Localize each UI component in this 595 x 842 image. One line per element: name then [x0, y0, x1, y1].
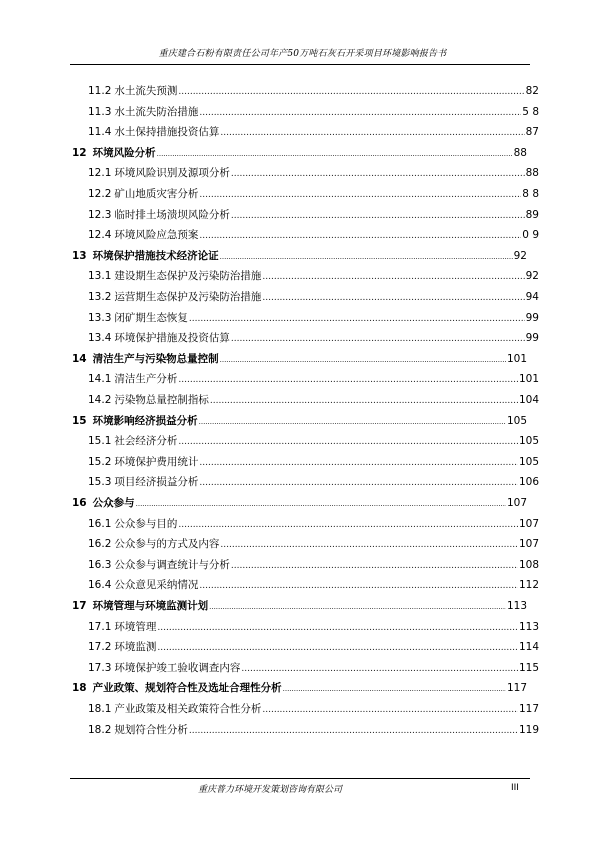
toc-entry-page: 8 8: [522, 188, 539, 200]
toc-entry-number: 15.3: [88, 476, 112, 489]
toc-entry-title: 公众参与目的: [114, 517, 178, 530]
toc-dot-leader: [178, 435, 518, 449]
toc-entry-title: 环境风险分析: [92, 146, 156, 159]
toc-entry-page: 88: [513, 146, 527, 159]
toc-dot-leader: [210, 394, 518, 408]
toc-entry-number: 13.4: [88, 332, 112, 345]
toc-section-entry[interactable]: [88, 105, 539, 120]
toc-entry-page: 107: [518, 538, 539, 551]
toc-dot-leader: [199, 476, 518, 490]
toc-entry-page: 107: [518, 517, 539, 530]
toc-entry-title: 环境风险应急预案: [114, 229, 199, 242]
toc-dot-leader: [231, 167, 525, 181]
toc-entry-title: 环境保护竣工验收调查内容: [114, 661, 241, 674]
toc-entry-page: 105: [518, 435, 539, 448]
toc-section-entry[interactable]: [88, 166, 539, 181]
toc-entry-number: 18.2: [88, 723, 112, 736]
toc-section-entry[interactable]: [88, 331, 539, 346]
toc-entry-number: 15.2: [88, 455, 112, 468]
toc-section-entry[interactable]: [88, 620, 539, 635]
toc-dot-leader: [199, 415, 506, 429]
toc-entry-title: 环境保护措施技术经济论证: [92, 249, 219, 262]
toc-dot-leader: [231, 332, 525, 346]
toc-entry-page: 92: [525, 270, 539, 283]
toc-chapter-entry[interactable]: [72, 249, 527, 264]
toc-entry-number: 16.2: [88, 538, 112, 551]
toc-entry-number: 17.1: [88, 620, 112, 633]
toc-entry-title: 水土保持措施投资估算: [114, 126, 220, 139]
toc-entry-number: 13: [72, 249, 87, 262]
toc-entry-page: 5 8: [522, 105, 539, 118]
toc-entry-page: 99: [525, 332, 539, 345]
toc-entry-title: 公众参与: [92, 497, 135, 509]
toc-entry-title: 项目经济损益分析: [114, 476, 199, 489]
toc-entry-page: 113: [518, 620, 539, 633]
toc-entry-page: 94: [525, 291, 539, 303]
toc-entry-title: 水土流失预测: [114, 85, 178, 97]
toc-section-entry[interactable]: [88, 290, 539, 305]
toc-entry-title: 清洁生产分析: [114, 373, 178, 386]
toc-section-entry[interactable]: [88, 475, 539, 490]
toc-dot-leader: [241, 662, 518, 676]
toc-entry-number: 16.1: [88, 517, 112, 530]
toc-entry-number: 12.4: [88, 229, 112, 242]
toc-section-entry[interactable]: [88, 393, 539, 408]
toc-entry-number: 16.4: [88, 579, 112, 592]
toc-entry-title: 清洁生产与污染物总量控制: [92, 352, 219, 365]
toc-entry-page: 105: [518, 455, 539, 468]
toc-dot-leader: [262, 703, 518, 717]
toc-entry-number: 18: [72, 682, 87, 695]
toc-section-entry[interactable]: [88, 208, 539, 223]
toc-entry-page: 0 9: [522, 229, 539, 242]
toc-section-entry[interactable]: [88, 269, 539, 284]
toc-entry-number: 13.3: [88, 311, 112, 324]
header-divider: [70, 64, 530, 65]
toc-dot-leader: [189, 312, 525, 326]
toc-entry-page: 113: [506, 600, 527, 612]
toc-dot-leader: [157, 641, 518, 655]
toc-entry-page: 106: [518, 476, 539, 489]
toc-dot-leader: [209, 600, 506, 614]
toc-dot-leader: [231, 209, 525, 223]
toc-section-entry[interactable]: [88, 537, 539, 552]
toc-entry-title: 水土流失防治措施: [114, 105, 199, 118]
toc-entry-title: 环境影响经济损益分析: [92, 414, 198, 427]
toc-section-entry[interactable]: [88, 434, 539, 449]
toc-section-entry[interactable]: [88, 640, 539, 655]
toc-section-entry[interactable]: [88, 578, 539, 593]
toc-chapter-entry[interactable]: [72, 599, 527, 614]
toc-entry-page: 119: [518, 723, 539, 736]
toc-section-entry[interactable]: [88, 517, 539, 532]
toc-dot-leader: [262, 270, 524, 284]
toc-entry-number: 11.2: [88, 85, 112, 97]
toc-entry-page: 99: [525, 311, 539, 324]
toc-entry-number: 16.3: [88, 558, 112, 571]
toc-dot-leader: [157, 621, 518, 635]
toc-entry-page: 101: [518, 373, 539, 386]
toc-entry-number: 18.1: [88, 703, 112, 715]
toc-entry-number: 15.1: [88, 435, 112, 448]
toc-entry-title: 公众意见采纳情况: [114, 579, 199, 592]
toc-section-entry[interactable]: [88, 455, 539, 470]
toc-dot-leader: [178, 518, 518, 532]
toc-section-entry[interactable]: [88, 125, 539, 140]
toc-dot-leader: [178, 373, 518, 387]
toc-section-entry[interactable]: [88, 84, 539, 99]
toc-section-entry[interactable]: [88, 228, 539, 243]
toc-dot-leader: [157, 147, 513, 161]
toc-dot-leader: [220, 250, 513, 264]
toc-entry-title: 环境风险识别及源项分析: [114, 167, 230, 180]
toc-dot-leader: [199, 456, 518, 470]
toc-dot-leader: [199, 106, 521, 120]
toc-entry-page: 114: [518, 641, 539, 654]
toc-dot-leader: [220, 353, 506, 367]
toc-entry-title: 环境监测: [114, 641, 157, 654]
toc-dot-leader: [220, 126, 524, 140]
toc-entry-number: 17.2: [88, 641, 112, 654]
toc-entry-number: 11.3: [88, 105, 112, 118]
toc-entry-page: 87: [525, 126, 539, 139]
toc-section-entry[interactable]: [88, 311, 539, 326]
toc-dot-leader: [262, 291, 524, 305]
toc-section-entry[interactable]: [88, 661, 539, 676]
toc-entry-number: 17.3: [88, 661, 112, 674]
toc-dot-leader: [199, 229, 521, 243]
toc-section-entry[interactable]: [88, 372, 539, 387]
toc-entry-title: 临时排土场溃坝风险分析: [114, 208, 230, 221]
toc-entry-title: 产业政策及相关政策符合性分析: [114, 703, 262, 715]
toc-chapter-entry[interactable]: [72, 414, 527, 429]
toc-entry-page: 104: [518, 394, 539, 406]
toc-entry-page: 117: [518, 703, 539, 715]
toc-dot-leader: [220, 538, 518, 552]
toc-entry-page: 107: [506, 497, 527, 509]
page-footer: 重庆普力环境开发策划咨询有限公司: [197, 785, 342, 795]
toc-entry-number: 15: [72, 414, 87, 427]
toc-entry-title: 矿山地质灾害分析: [114, 188, 199, 200]
toc-entry-number: 12.3: [88, 208, 112, 221]
toc-dot-leader: [178, 85, 524, 99]
toc-entry-title: 污染物总量控制指标: [114, 394, 209, 406]
toc-dot-leader: [199, 188, 521, 202]
toc-section-entry[interactable]: [88, 187, 539, 202]
toc-chapter-entry[interactable]: [72, 496, 527, 511]
toc-entry-number: 14.2: [88, 394, 112, 406]
toc-entry-title: 运营期生态保护及污染防治措施: [114, 291, 262, 303]
toc-entry-page: 115: [518, 661, 539, 674]
toc-entry-title: 环境保护措施及投资估算: [114, 332, 230, 345]
toc-entry-title: 公众参与调查统计与分析: [114, 558, 230, 571]
toc-entry-page: 89: [525, 208, 539, 221]
toc-entry-title: 环境管理: [114, 620, 157, 633]
toc-dot-leader: [283, 682, 506, 696]
toc-entry-number: 13.2: [88, 291, 112, 303]
toc-entry-title: 环境保护费用统计: [114, 455, 199, 468]
toc-entry-number: 11.4: [88, 126, 112, 139]
toc-dot-leader: [231, 559, 518, 573]
toc-entry-page: 88: [525, 167, 539, 180]
toc-entry-page: 92: [513, 249, 527, 262]
toc-entry-number: 14: [72, 352, 87, 365]
toc-entry-number: 14.1: [88, 373, 112, 386]
toc-entry-title: 环境管理与环境监测计划: [92, 600, 209, 612]
toc-dot-leader: [189, 724, 518, 738]
toc-entry-page: 105: [506, 414, 527, 427]
toc-entry-title: 产业政策、规划符合性及选址合理性分析: [92, 682, 282, 695]
toc-entry-page: 117: [506, 682, 527, 695]
toc-entry-page: 108: [518, 558, 539, 571]
toc-entry-title: 规划符合性分析: [114, 723, 188, 736]
page-header: 重庆建合石粉有限责任公司年产50万吨石灰石开采项目环境影响报告书: [158, 49, 447, 59]
toc-dot-leader: [199, 579, 518, 593]
toc-entry-title: 建设期生态保护及污染防治措施: [114, 270, 262, 283]
toc-entry-title: 社会经济分析: [114, 435, 178, 448]
toc-entry-number: 12.1: [88, 167, 112, 180]
toc-section-entry[interactable]: [88, 558, 539, 573]
toc-entry-page: 112: [518, 579, 539, 592]
toc-chapter-entry[interactable]: [72, 352, 527, 367]
toc-section-entry[interactable]: [88, 702, 539, 717]
toc-entry-page: 101: [506, 352, 527, 365]
toc-entry-number: 12.2: [88, 188, 112, 200]
toc-entry-number: 16: [72, 497, 87, 509]
toc-entry-number: 12: [72, 146, 87, 159]
toc-entry-title: 闭矿期生态恢复: [114, 311, 188, 324]
toc-entry-page: 82: [525, 85, 539, 97]
toc-section-entry[interactable]: [88, 723, 539, 738]
toc-dot-leader: [136, 497, 506, 511]
toc-entry-number: 17: [72, 600, 87, 612]
footer-divider: [70, 778, 530, 779]
toc-entry-title: 公众参与的方式及内容: [114, 538, 220, 551]
toc-chapter-entry[interactable]: [72, 681, 527, 696]
toc-entry-number: 13.1: [88, 270, 112, 283]
toc-chapter-entry[interactable]: [72, 146, 527, 161]
page-number: III: [511, 783, 519, 793]
